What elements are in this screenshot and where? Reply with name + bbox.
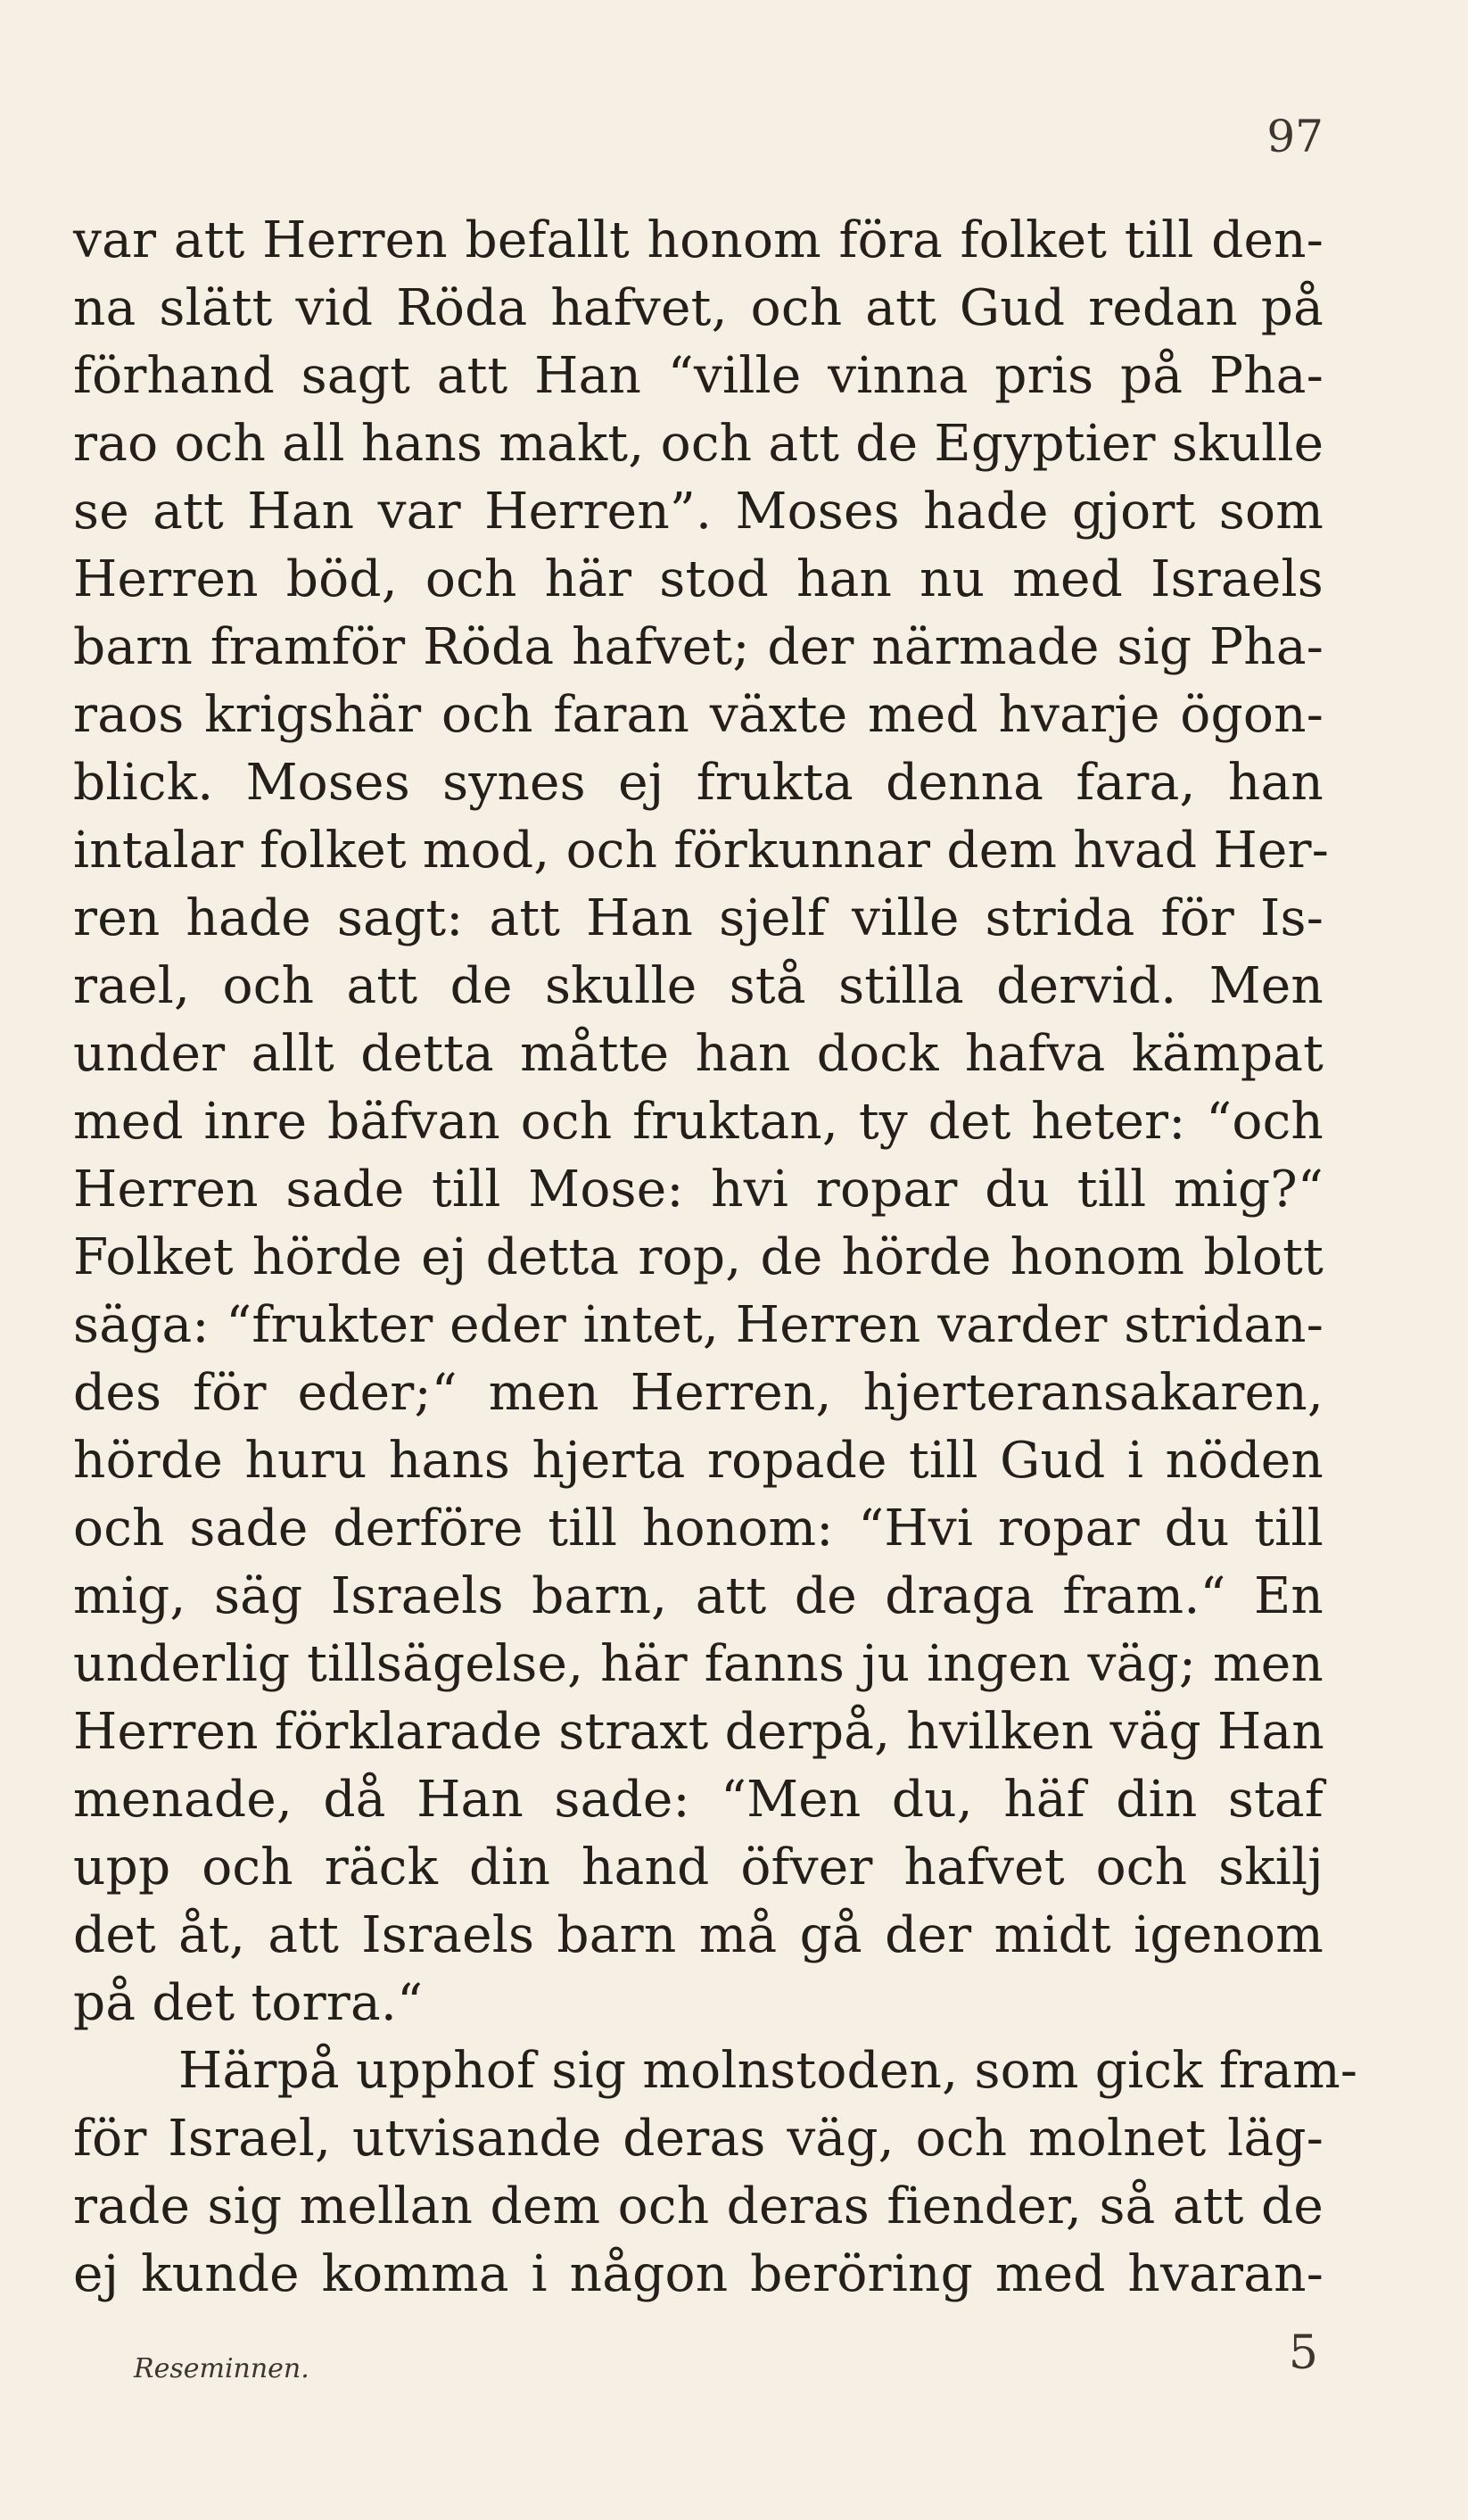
text-line: ren hade sagt: att Han sjelf ville strida för Is- bbox=[73, 889, 1324, 947]
text-line: se att Han var Herren”. Moses hade gjort som bbox=[73, 483, 1324, 541]
text-line: blick. Moses synes ej frukta denna fara, han bbox=[73, 754, 1324, 812]
text-line: förhand sagt att Han “ville vinna pris på Pha- bbox=[73, 347, 1324, 405]
text-line: med inre bäfvan och fruktan, ty det heter: “och bbox=[73, 1093, 1324, 1151]
text-line: menade, då Han sade: “Men du, häf din staf bbox=[73, 1771, 1324, 1829]
text-line: rael, och att de skulle stå stilla dervid. Men bbox=[73, 957, 1324, 1015]
signature-mark: 5 bbox=[1288, 2326, 1318, 2380]
text-line: Folket hörde ej detta rop, de hörde honom blott bbox=[73, 1228, 1324, 1286]
text-line: och sade derföre till honom: “Hvi ropar du till bbox=[73, 1500, 1324, 1557]
text-line: ej kunde komma i någon beröring med hvaran- bbox=[73, 2245, 1324, 2303]
text-line: upp och räck din hand öfver hafvet och skilj bbox=[73, 1838, 1324, 1896]
text-line: för Israel, utvisande deras väg, och molnet läg- bbox=[73, 2110, 1324, 2168]
text-line: des för eder;“ men Herren, hjerteransakaren, bbox=[73, 1364, 1324, 1422]
text-line: det åt, att Israels barn må gå der midt igenom bbox=[73, 1906, 1324, 1964]
text-line: intalar folket mod, och förkunnar dem hvad Her- bbox=[73, 822, 1330, 880]
text-line: Herren sade till Mose: hvi ropar du till mig?“ bbox=[73, 1161, 1324, 1219]
text-line: Herren böd, och här stod han nu med Israels bbox=[73, 550, 1324, 608]
text-line: underlig tillsägelse, här fanns ju ingen väg; men bbox=[73, 1635, 1324, 1693]
text-line: Herren förklarade straxt derpå, hvilken väg Han bbox=[73, 1703, 1324, 1761]
text-line: hörde huru hans hjerta ropade till Gud i nöden bbox=[73, 1432, 1324, 1490]
body-text bbox=[73, 207, 1358, 2309]
text-line: säga: “frukter eder intet, Herren varder stridan- bbox=[73, 1296, 1324, 1354]
text-line: na slätt vid Röda hafvet, och att Gud redan på bbox=[73, 279, 1324, 337]
paragraph-start-line: Härpå upphof sig molnstoden, som gick fram- bbox=[178, 2042, 1358, 2100]
text-line: rade sig mellan dem och deras fiender, så att de bbox=[73, 2177, 1324, 2235]
page-number: 97 bbox=[1266, 111, 1324, 162]
footer-book-title: Reseminnen. bbox=[134, 2353, 309, 2384]
text-line: rao och all hans makt, och att de Egyptier skulle bbox=[73, 415, 1324, 473]
text-line: under allt detta måtte han dock hafva kämpat bbox=[73, 1025, 1324, 1083]
text-line: var att Herren befallt honom föra folket till den- bbox=[73, 211, 1324, 269]
paragraph-end-line: på det torra.“ bbox=[73, 1974, 424, 2032]
text-line: barn framför Röda hafvet; der närmade sig Pha- bbox=[73, 618, 1324, 676]
text-line: mig, säg Israels barn, att de draga fram.“ En bbox=[73, 1567, 1324, 1625]
text-line: raos krigshär och faran växte med hvarje ögon- bbox=[73, 686, 1324, 744]
